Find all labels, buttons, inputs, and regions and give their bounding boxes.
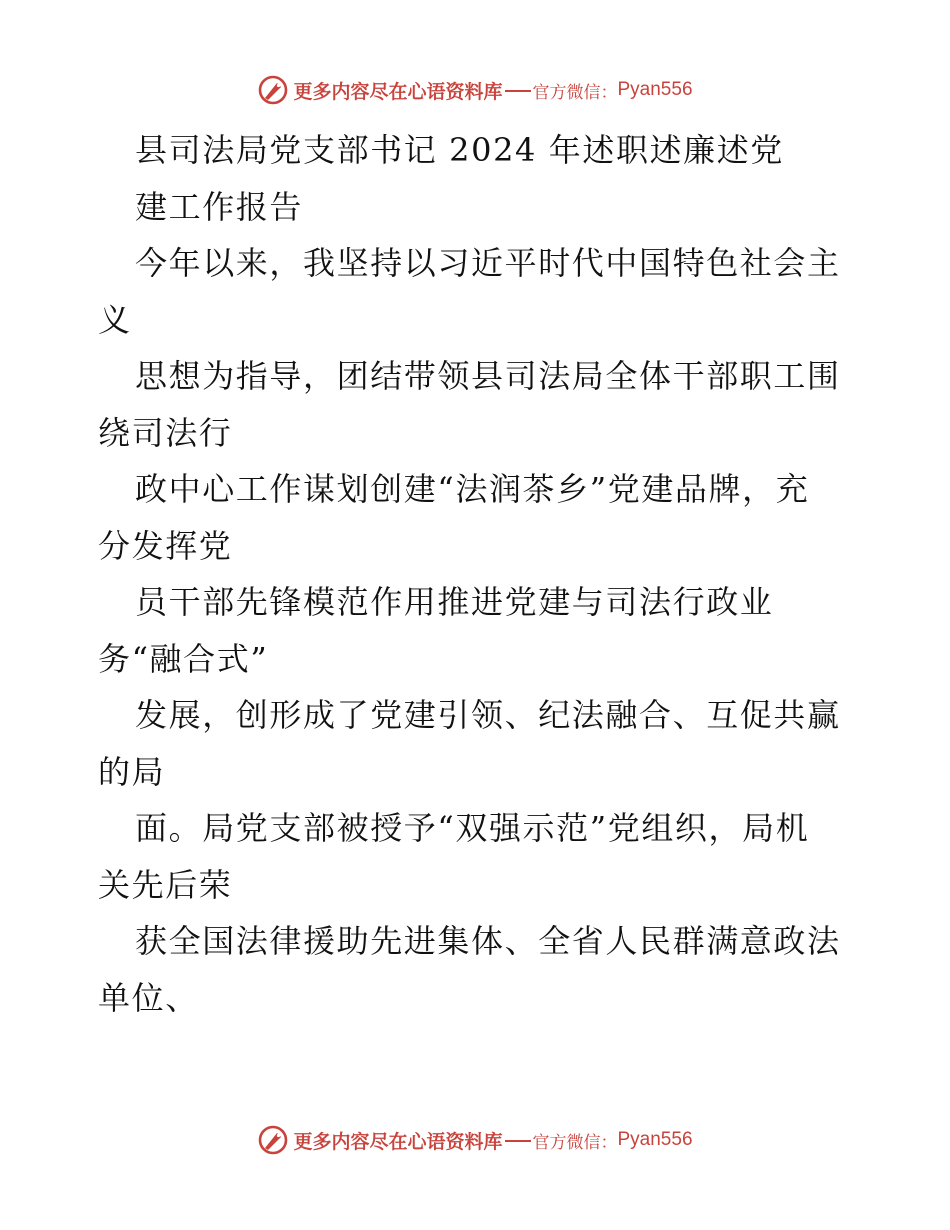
watermark-main-text: 更多内容尽在心语资料库 <box>293 80 503 103</box>
text-line: 政中心工作谋划创建“法润茶乡”党建品牌，充 <box>135 470 810 508</box>
text-line: 义 <box>98 300 132 339</box>
watermark-wechat-id: Pyan556 <box>617 1129 693 1150</box>
text-line: 县司法局党支部书记 2024 年述职述廉述党 <box>135 131 784 169</box>
text-line: 员干部先锋模范作用推进党建与司法行政业 <box>135 583 774 621</box>
watermark-main-text: 更多内容尽在心语资料库 <box>293 1130 503 1153</box>
watermark-sub-text: 官方微信： <box>532 82 618 103</box>
text-line: 发展，创形成了党建引领、纪法融合、互促共赢 <box>135 696 841 734</box>
text-line: 获全国法律援助先进集体、全省人民群满意政法 <box>135 922 841 960</box>
text-line: 建工作报告 <box>135 187 304 226</box>
document-body <box>98 122 858 1026</box>
text-line: 务“融合式” <box>98 639 269 678</box>
watermark-dash <box>505 1140 531 1142</box>
text-line: 绕司法行 <box>98 413 233 452</box>
header-watermark <box>0 72 950 108</box>
text-line: 单位、 <box>98 978 199 1017</box>
text-line: 关先后荣 <box>98 865 233 904</box>
footer-watermark <box>0 1122 950 1158</box>
watermark-dash <box>505 90 531 92</box>
text-line: 今年以来，我坚持以习近平时代中国特色社会主 <box>135 244 841 282</box>
pen-nib-circle-icon <box>257 1124 289 1156</box>
text-line: 面。局党支部被授予“双强示范”党组织，局机 <box>135 809 810 847</box>
pen-nib-circle-icon <box>257 74 289 106</box>
text-line: 分发挥党 <box>98 526 233 565</box>
watermark-sub-text: 官方微信： <box>532 1132 618 1153</box>
text-line: 思想为指导，团结带领县司法局全体干部职工围 <box>135 357 841 395</box>
text-line: 的局 <box>98 752 166 791</box>
watermark-wechat-id: Pyan556 <box>617 79 693 100</box>
